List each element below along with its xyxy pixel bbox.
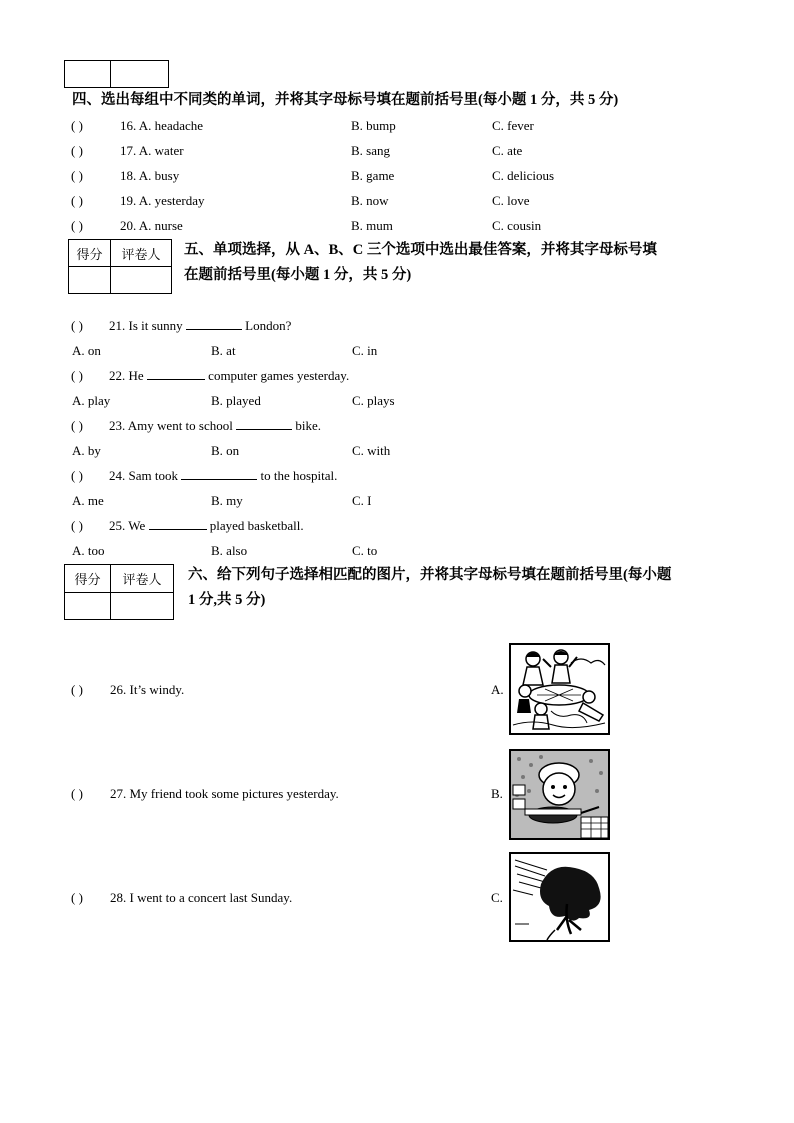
q22-option-b: B. played: [211, 393, 261, 408]
q16-option-c: C. fever: [492, 118, 534, 133]
section6-grader-cell: [111, 593, 174, 620]
q23-blank[interactable]: [236, 429, 292, 430]
section6-score-box: [64, 564, 174, 620]
q21-blank[interactable]: [186, 329, 242, 330]
q22-question: 22. He computer games yesterday.: [109, 368, 350, 383]
q21-option-a: A. on: [72, 343, 101, 358]
q20-option-a: 20. A. nurse: [120, 218, 183, 233]
q17-option-b: B. sang: [351, 143, 390, 158]
q25-option-c: C. to: [352, 543, 378, 558]
q17-option-c: C. ate: [492, 143, 523, 158]
top-grader-cell: [111, 61, 169, 88]
section5-grader-label: 评卷人: [111, 240, 172, 267]
q26-bracket[interactable]: ( ): [71, 682, 83, 697]
section6-score-cell: [65, 593, 111, 620]
picture-a-picnic: [509, 643, 610, 735]
q23-bracket[interactable]: ( ): [71, 418, 83, 433]
picture-b-cooking: [509, 749, 610, 840]
section6-heading-line1: 六、给下列句子选择相匹配的图片，并将其字母标号填在题前括号里(每小题: [188, 567, 672, 583]
section5-heading-line2: 在题前括号里(每小题 1 分，共 5 分): [184, 267, 412, 283]
q20-option-b: B. mum: [351, 218, 393, 233]
picture-b-label: B.: [491, 786, 503, 801]
cooking-illustration: [511, 751, 608, 838]
picture-c-windy-tree: [509, 852, 610, 942]
q19-option-c: C. love: [492, 193, 530, 208]
q23-option-a: A. by: [72, 443, 101, 458]
q22-bracket[interactable]: ( ): [71, 368, 83, 383]
q22-option-a: A. play: [72, 393, 111, 408]
section5-grader-cell: [111, 267, 172, 294]
picnic-illustration: [511, 645, 608, 733]
q27-bracket[interactable]: ( ): [71, 786, 83, 801]
q23-option-c: C. with: [352, 443, 391, 458]
section4-heading: 四、选出每组中不同类的单词，并将其字母标号填在题前括号里(每小题 1 分，共 5 分): [72, 92, 619, 108]
section5-heading-line1: 五、单项选择，从 A、B、C 三个选项中选出最佳答案，并将其字母标号填: [184, 242, 657, 258]
picture-c-label: C.: [491, 890, 503, 905]
q16-option-a: 16. A. headache: [120, 118, 204, 133]
q18-bracket[interactable]: ( ): [71, 168, 83, 183]
q21-question: 21. Is it sunny London?: [109, 318, 292, 333]
section6-heading-line2: 1 分,共 5 分): [188, 592, 266, 608]
q25-option-b: B. also: [211, 543, 248, 558]
q25-bracket[interactable]: ( ): [71, 518, 83, 533]
q22-blank[interactable]: [147, 379, 205, 380]
q19-bracket[interactable]: ( ): [71, 193, 83, 208]
q16-option-b: B. bump: [351, 118, 396, 133]
top-score-box: [64, 60, 169, 88]
q21-option-b: B. at: [211, 343, 236, 358]
q18-option-a: 18. A. busy: [120, 168, 180, 183]
q28-bracket[interactable]: ( ): [71, 890, 83, 905]
section5-score-box: [68, 239, 172, 294]
section6-score-label: 得分: [65, 565, 111, 593]
q24-option-c: C. I: [352, 493, 372, 508]
q27-sentence: 27. My friend took some pictures yesterday.: [110, 786, 339, 801]
windy-tree-illustration: [511, 854, 608, 940]
q16-bracket[interactable]: ( ): [71, 118, 83, 133]
section5-score-label: 得分: [69, 240, 111, 267]
section5-score-cell: [69, 267, 111, 294]
top-score-cell: [65, 61, 111, 88]
q19-option-a: 19. A. yesterday: [120, 193, 205, 208]
q24-bracket[interactable]: ( ): [71, 468, 83, 483]
q25-blank[interactable]: [149, 529, 207, 530]
q21-bracket[interactable]: ( ): [71, 318, 83, 333]
q20-bracket[interactable]: ( ): [71, 218, 83, 233]
q17-bracket[interactable]: ( ): [71, 143, 83, 158]
q24-option-a: A. me: [72, 493, 104, 508]
q22-option-c: C. plays: [352, 393, 395, 408]
q26-sentence: 26. It’s windy.: [110, 682, 185, 697]
q17-option-a: 17. A. water: [120, 143, 184, 158]
q23-option-b: B. on: [211, 443, 240, 458]
q19-option-b: B. now: [351, 193, 389, 208]
picture-a-label: A.: [491, 682, 504, 697]
q25-option-a: A. too: [72, 543, 105, 558]
q28-sentence: 28. I went to a concert last Sunday.: [110, 890, 293, 905]
q24-option-b: B. my: [211, 493, 243, 508]
q23-question: 23. Amy went to school bike.: [109, 418, 321, 433]
q21-option-c: C. in: [352, 343, 378, 358]
section6-grader-label: 评卷人: [111, 565, 174, 593]
q24-blank[interactable]: [181, 479, 257, 480]
q18-option-c: C. delicious: [492, 168, 555, 183]
q25-question: 25. We played basketball.: [109, 518, 304, 533]
q18-option-b: B. game: [351, 168, 395, 183]
q20-option-c: C. cousin: [492, 218, 542, 233]
q24-question: 24. Sam took to the hospital.: [109, 468, 338, 483]
